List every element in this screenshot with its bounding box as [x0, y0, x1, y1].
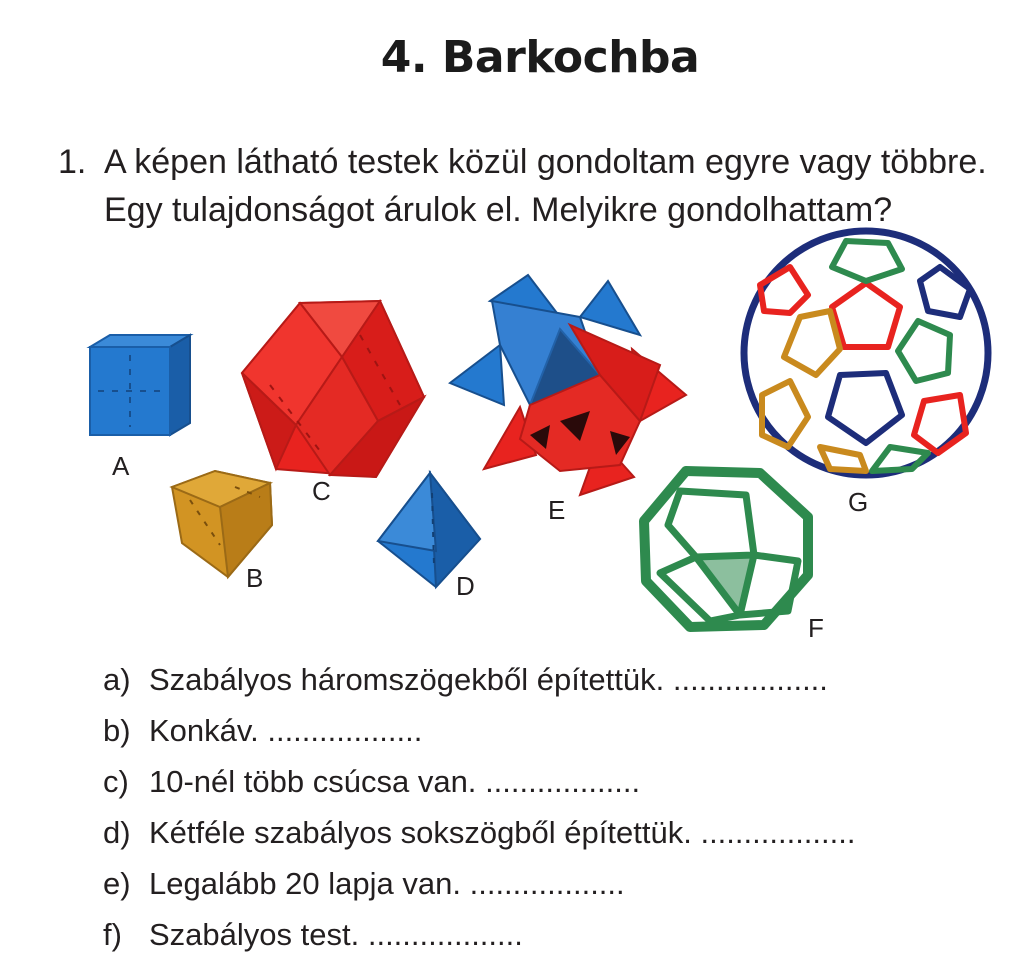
answer-blank[interactable]: .................. — [469, 866, 625, 901]
question-text: Szabályos háromszögekből építettük. — [149, 662, 665, 697]
question-text: Konkáv. — [149, 713, 259, 748]
question-letter: a) — [103, 662, 131, 697]
question-item-f — [103, 917, 855, 968]
label-g: G — [848, 487, 869, 517]
octahedron-solid — [172, 471, 272, 577]
question-text: Legalább 20 lapja van. — [149, 866, 461, 901]
question-text: 10-nél több csúcsa van. — [149, 764, 477, 799]
answer-blank[interactable]: .................. — [367, 917, 523, 952]
question-letter: e) — [103, 866, 131, 901]
question-item-e — [103, 866, 855, 917]
star-polyhedron-solid — [450, 275, 686, 495]
page-title: 4. Barkochba — [380, 32, 700, 83]
question-item-a — [103, 662, 855, 713]
question-letter: f) — [103, 917, 122, 952]
truncated-icosahedron-solid — [744, 231, 988, 475]
task-number: 1. — [58, 143, 87, 181]
answer-blank[interactable]: .................. — [672, 662, 828, 697]
question-item-d — [103, 815, 855, 866]
polyhedra-figure — [60, 225, 1020, 655]
question-item-c — [103, 764, 855, 815]
label-f: F — [808, 613, 824, 643]
question-item-b — [103, 713, 855, 764]
task-line-1: A képen látható testek közül gondoltam egyre vagy többre. — [104, 143, 987, 181]
label-e: E — [548, 495, 566, 525]
icosahedron-solid — [242, 301, 424, 477]
question-letter: b) — [103, 713, 131, 748]
cube-solid — [90, 335, 190, 435]
question-letter: c) — [103, 764, 129, 799]
question-letter: d) — [103, 815, 131, 850]
label-a: A — [112, 451, 130, 481]
answer-blank[interactable]: .................. — [267, 713, 423, 748]
truncated-octahedron-solid — [644, 471, 808, 627]
label-c: C — [312, 476, 331, 506]
label-d: D — [456, 571, 475, 601]
question-list — [103, 662, 855, 968]
question-text: Szabályos test. — [149, 917, 360, 952]
task-text — [104, 138, 1024, 234]
question-text: Kétféle szabályos sokszögből építettük. — [149, 815, 692, 850]
answer-blank[interactable]: .................. — [700, 815, 856, 850]
task-line-2: Egy tulajdonságot árulok el. Melyikre gondolhattam? — [104, 191, 893, 229]
label-b: B — [246, 563, 264, 593]
bipyramid-solid — [378, 473, 480, 587]
answer-blank[interactable]: .................. — [485, 764, 641, 799]
